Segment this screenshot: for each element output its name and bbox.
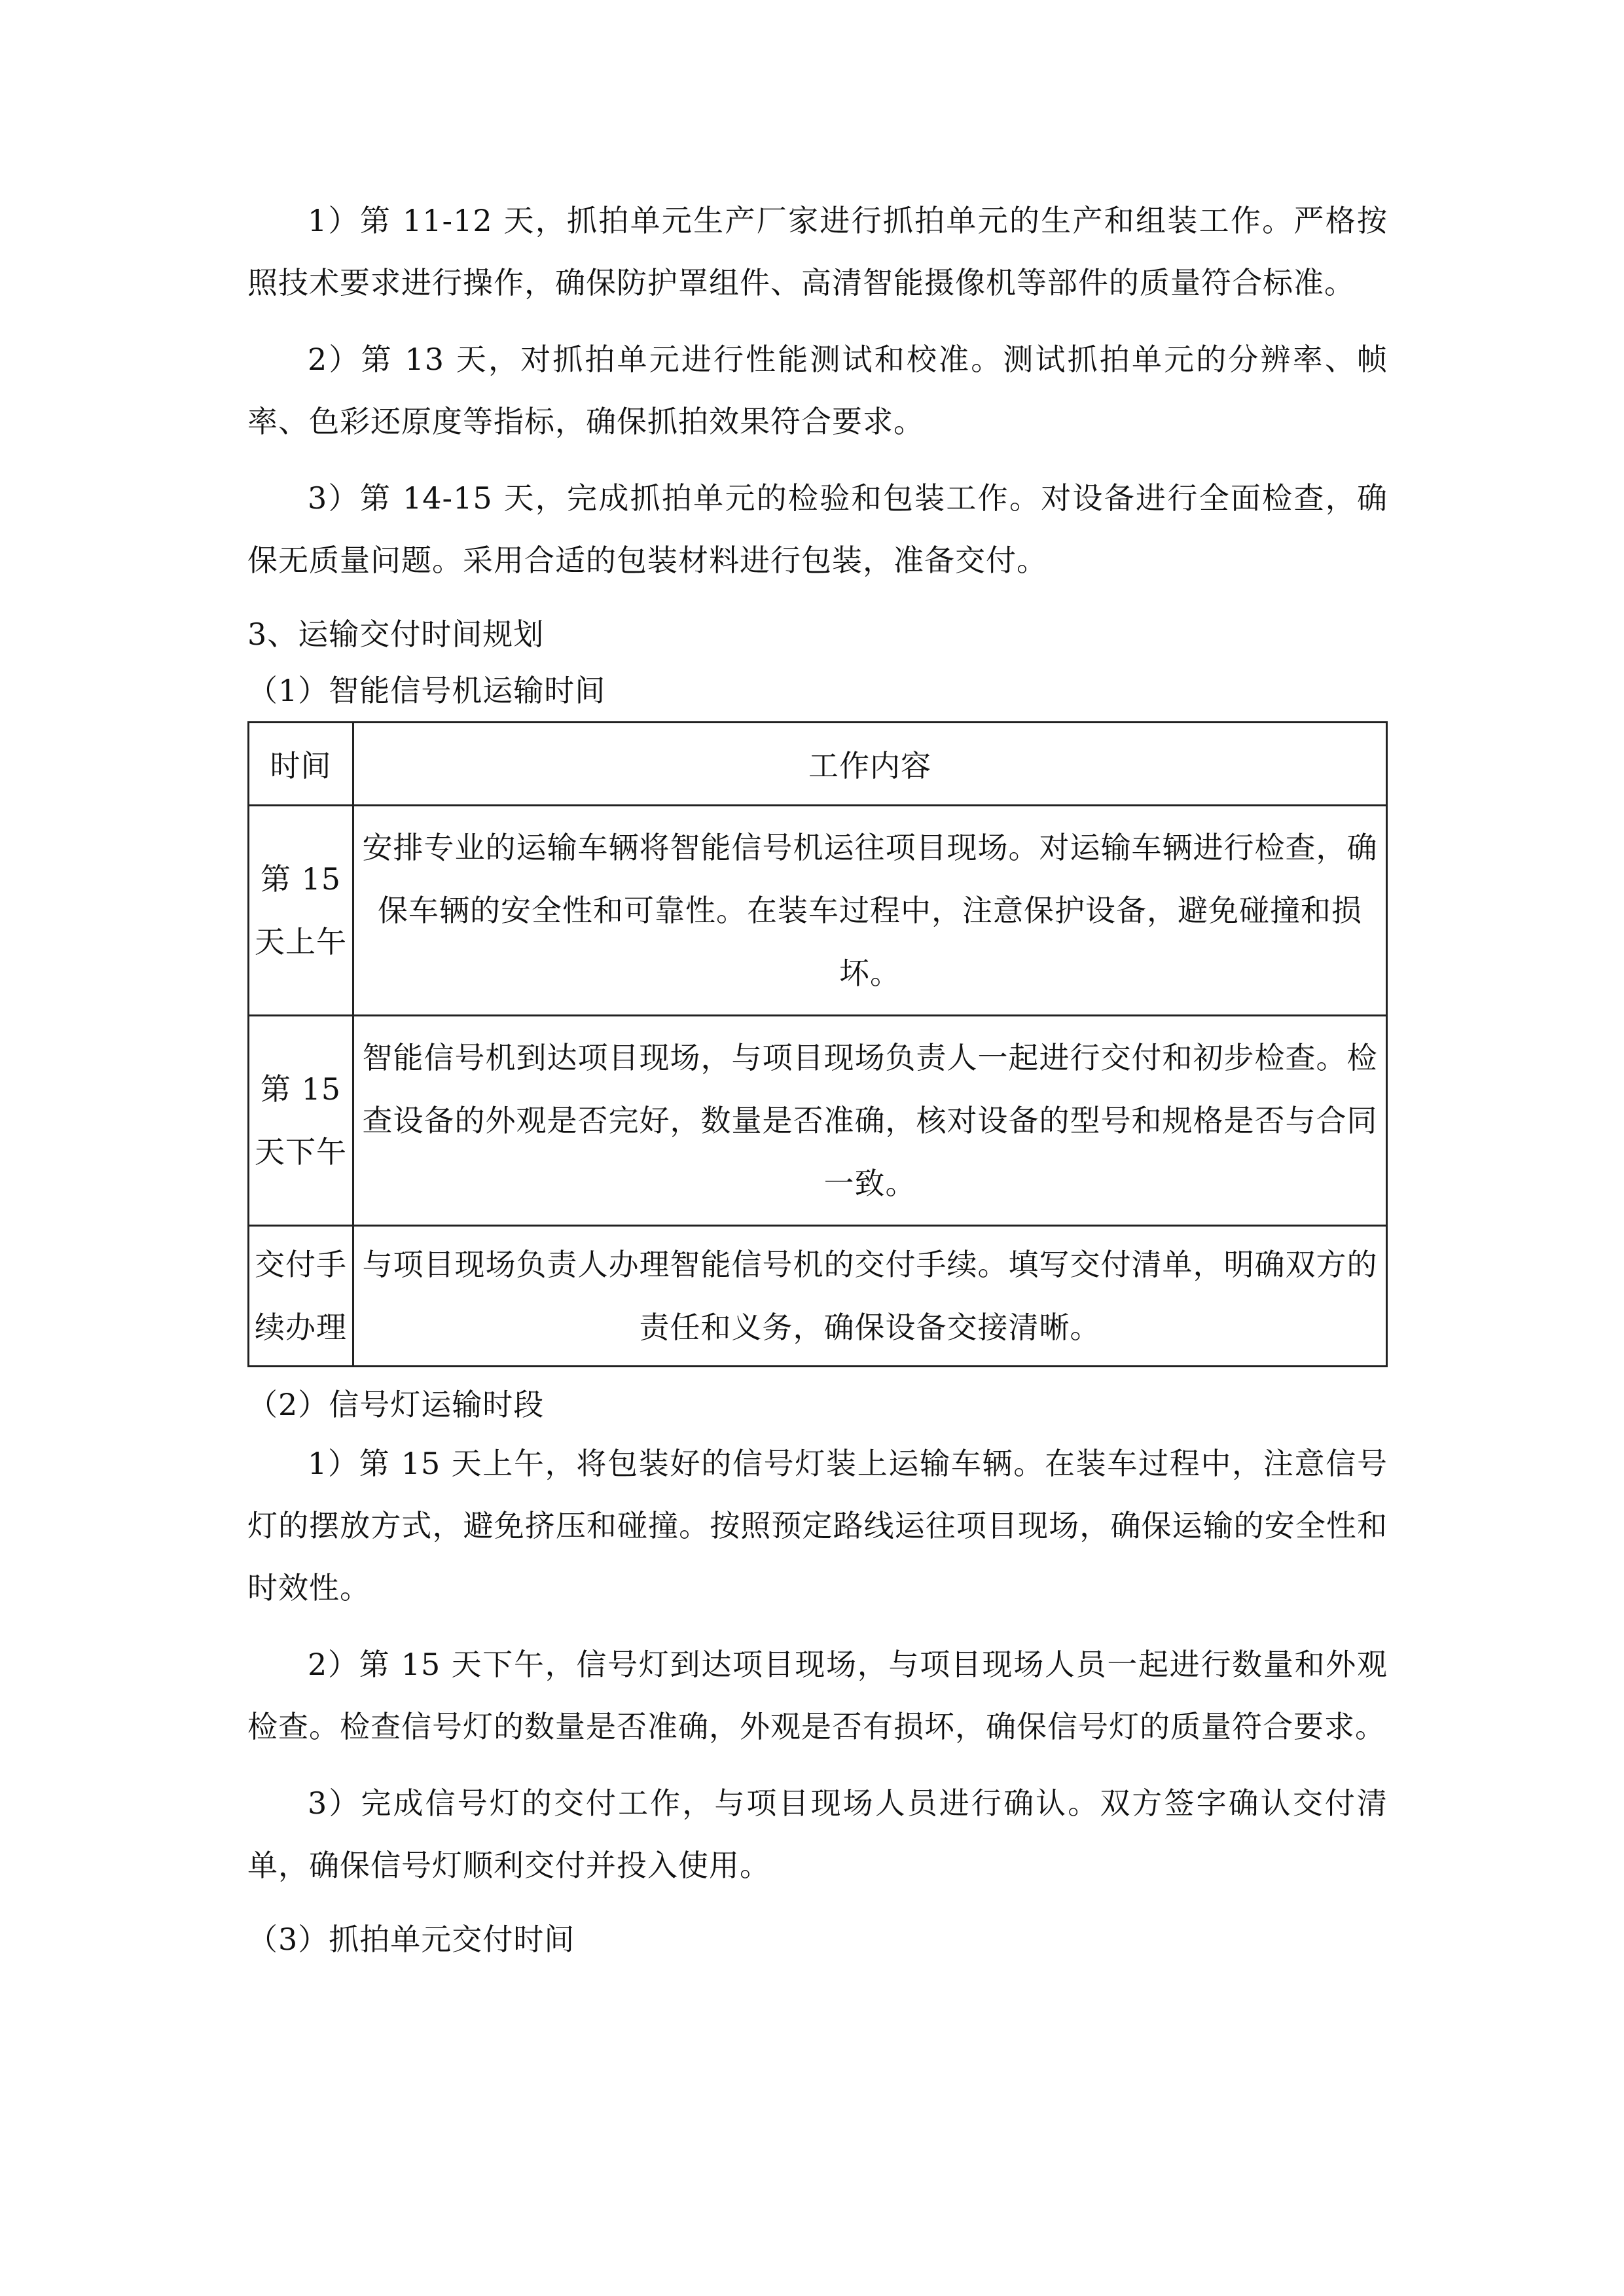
table-cell-content: 安排专业的运输车辆将智能信号机运往项目现场。对运输车辆进行检查，确保车辆的安全性和可靠性。在装车过程中，注意保护设备，避免碰撞和损坏。 (353, 806, 1387, 1016)
paragraph-light-delivery: 3）完成信号灯的交付工作，与项目现场人员进行确认。双方签字确认交付清单，确保信号灯顺利交付并投入使用。 (247, 1785, 1388, 1883)
table-cell-time: 交付手续办理 (249, 1226, 353, 1367)
document-body (247, 190, 1388, 1967)
paragraph-capture-packaging: 3）第 14-15 天，完成抓拍单元的检验和包装工作。对设备进行全面检查，确保无质量问题。采用合适的包装材料进行包装，准备交付。 (247, 480, 1388, 578)
section-heading-transport: 3、运输交付时间规划 (247, 617, 545, 652)
table-header-row (249, 723, 1387, 806)
subheading-capture-delivery: （3）抓拍单元交付时间 (247, 1922, 575, 1957)
paragraph-capture-testing: 2）第 13 天，对抓拍单元进行性能测试和校准。测试抓拍单元的分辨率、帧率、色彩还原度等指标，确保抓拍效果符合要求。 (247, 342, 1388, 439)
table-header-time: 时间 (249, 723, 353, 806)
table-cell-time: 第 15 天下午 (249, 1016, 353, 1226)
table-cell-time: 第 15 天上午 (249, 806, 353, 1016)
subheading-signal-light-transport: （2）信号灯运输时段 (247, 1387, 545, 1422)
table-cell-content: 智能信号机到达项目现场，与项目现场负责人一起进行交付和初步检查。检查设备的外观是否完好，数量是否准确，核对设备的型号和规格是否与合同一致。 (353, 1016, 1387, 1226)
table-row (249, 806, 1387, 1016)
table-row (249, 1226, 1387, 1367)
subheading-signal-machine-transport: （1）智能信号机运输时间 (247, 673, 606, 708)
table-header-content: 工作内容 (353, 723, 1387, 806)
transport-schedule-table (247, 721, 1388, 1367)
paragraph-light-arrival: 2）第 15 天下午，信号灯到达项目现场，与项目现场人员一起进行数量和外观检查。检查信号灯的数量是否准确，外观是否有损坏，确保信号灯的质量符合要求。 (247, 1647, 1388, 1744)
paragraph-light-loading: 1）第 15 天上午，将包装好的信号灯装上运输车辆。在装车过程中，注意信号灯的摆放方式，避免挤压和碰撞。按照预定路线运往项目现场，确保运输的安全性和时效性。 (247, 1446, 1388, 1605)
table-cell-content: 与项目现场负责人办理智能信号机的交付手续。填写交付清单，明确双方的责任和义务，确保设备交接清晰。 (353, 1226, 1387, 1367)
table-row (249, 1016, 1387, 1226)
paragraph-capture-production: 1）第 11-12 天，抓拍单元生产厂家进行抓拍单元的生产和组装工作。严格按照技术要求进行操作，确保防护罩组件、高清智能摄像机等部件的质量符合标准。 (247, 203, 1388, 300)
